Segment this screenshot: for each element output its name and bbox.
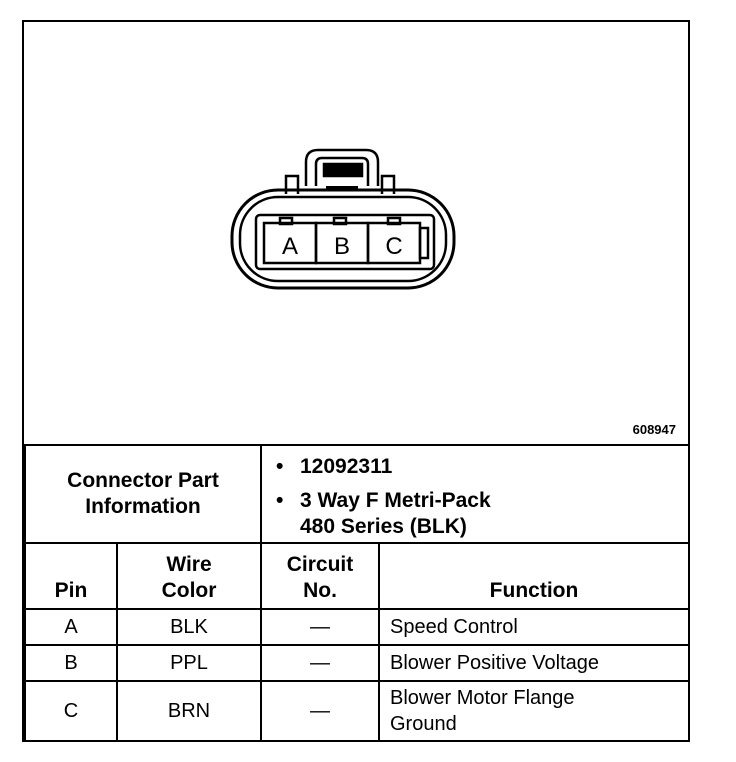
cell-wire-color: PPL (117, 645, 261, 681)
cell-function: Blower Motor Flange Ground (379, 681, 689, 741)
pin-label-c: C (385, 233, 403, 260)
cell-pin: B (25, 645, 117, 681)
bullet-glyph: • (276, 489, 284, 512)
cell-circuit: — (261, 609, 379, 645)
cell-pin: C (25, 681, 117, 741)
connector-info-label-line1: Connector Part (67, 469, 219, 492)
header-function: Function (379, 543, 689, 609)
latch-tab (306, 150, 378, 188)
description-line1: 3 Way F Metri-Pack (300, 489, 491, 512)
bullet-glyph: • (276, 455, 284, 478)
cell-function: Blower Positive Voltage (379, 645, 689, 681)
table-row (25, 609, 689, 645)
info-item-part-number (276, 454, 688, 480)
cell-circuit: — (261, 645, 379, 681)
connector-info-label (25, 445, 261, 543)
header-wire-color: Wire Color (117, 543, 261, 609)
cell-wire-color: BRN (117, 681, 261, 741)
description-line2: 480 Series (BLK) (300, 515, 467, 538)
pin-label-a: A (281, 233, 299, 260)
connector-table (24, 444, 690, 742)
cell-circuit: — (261, 681, 379, 741)
pin-label-b: B (333, 233, 351, 260)
cell-pin: A (25, 609, 117, 645)
header-pin: Pin (25, 543, 117, 609)
figure-id: 608947 (632, 422, 676, 437)
connector-info-row (25, 445, 689, 543)
header-circuit: Circuit No. (261, 543, 379, 609)
table-row (25, 645, 689, 681)
connector-frame (22, 20, 690, 742)
info-item-description (276, 488, 688, 514)
connector-info-label-line2: Information (85, 495, 201, 518)
connector-info-list (261, 445, 689, 543)
connector-diagram (24, 22, 688, 446)
part-number: 12092311 (300, 455, 393, 478)
table-row (25, 681, 689, 741)
cell-function: Speed Control (379, 609, 689, 645)
header-row (25, 543, 689, 609)
cell-wire-color: BLK (117, 609, 261, 645)
